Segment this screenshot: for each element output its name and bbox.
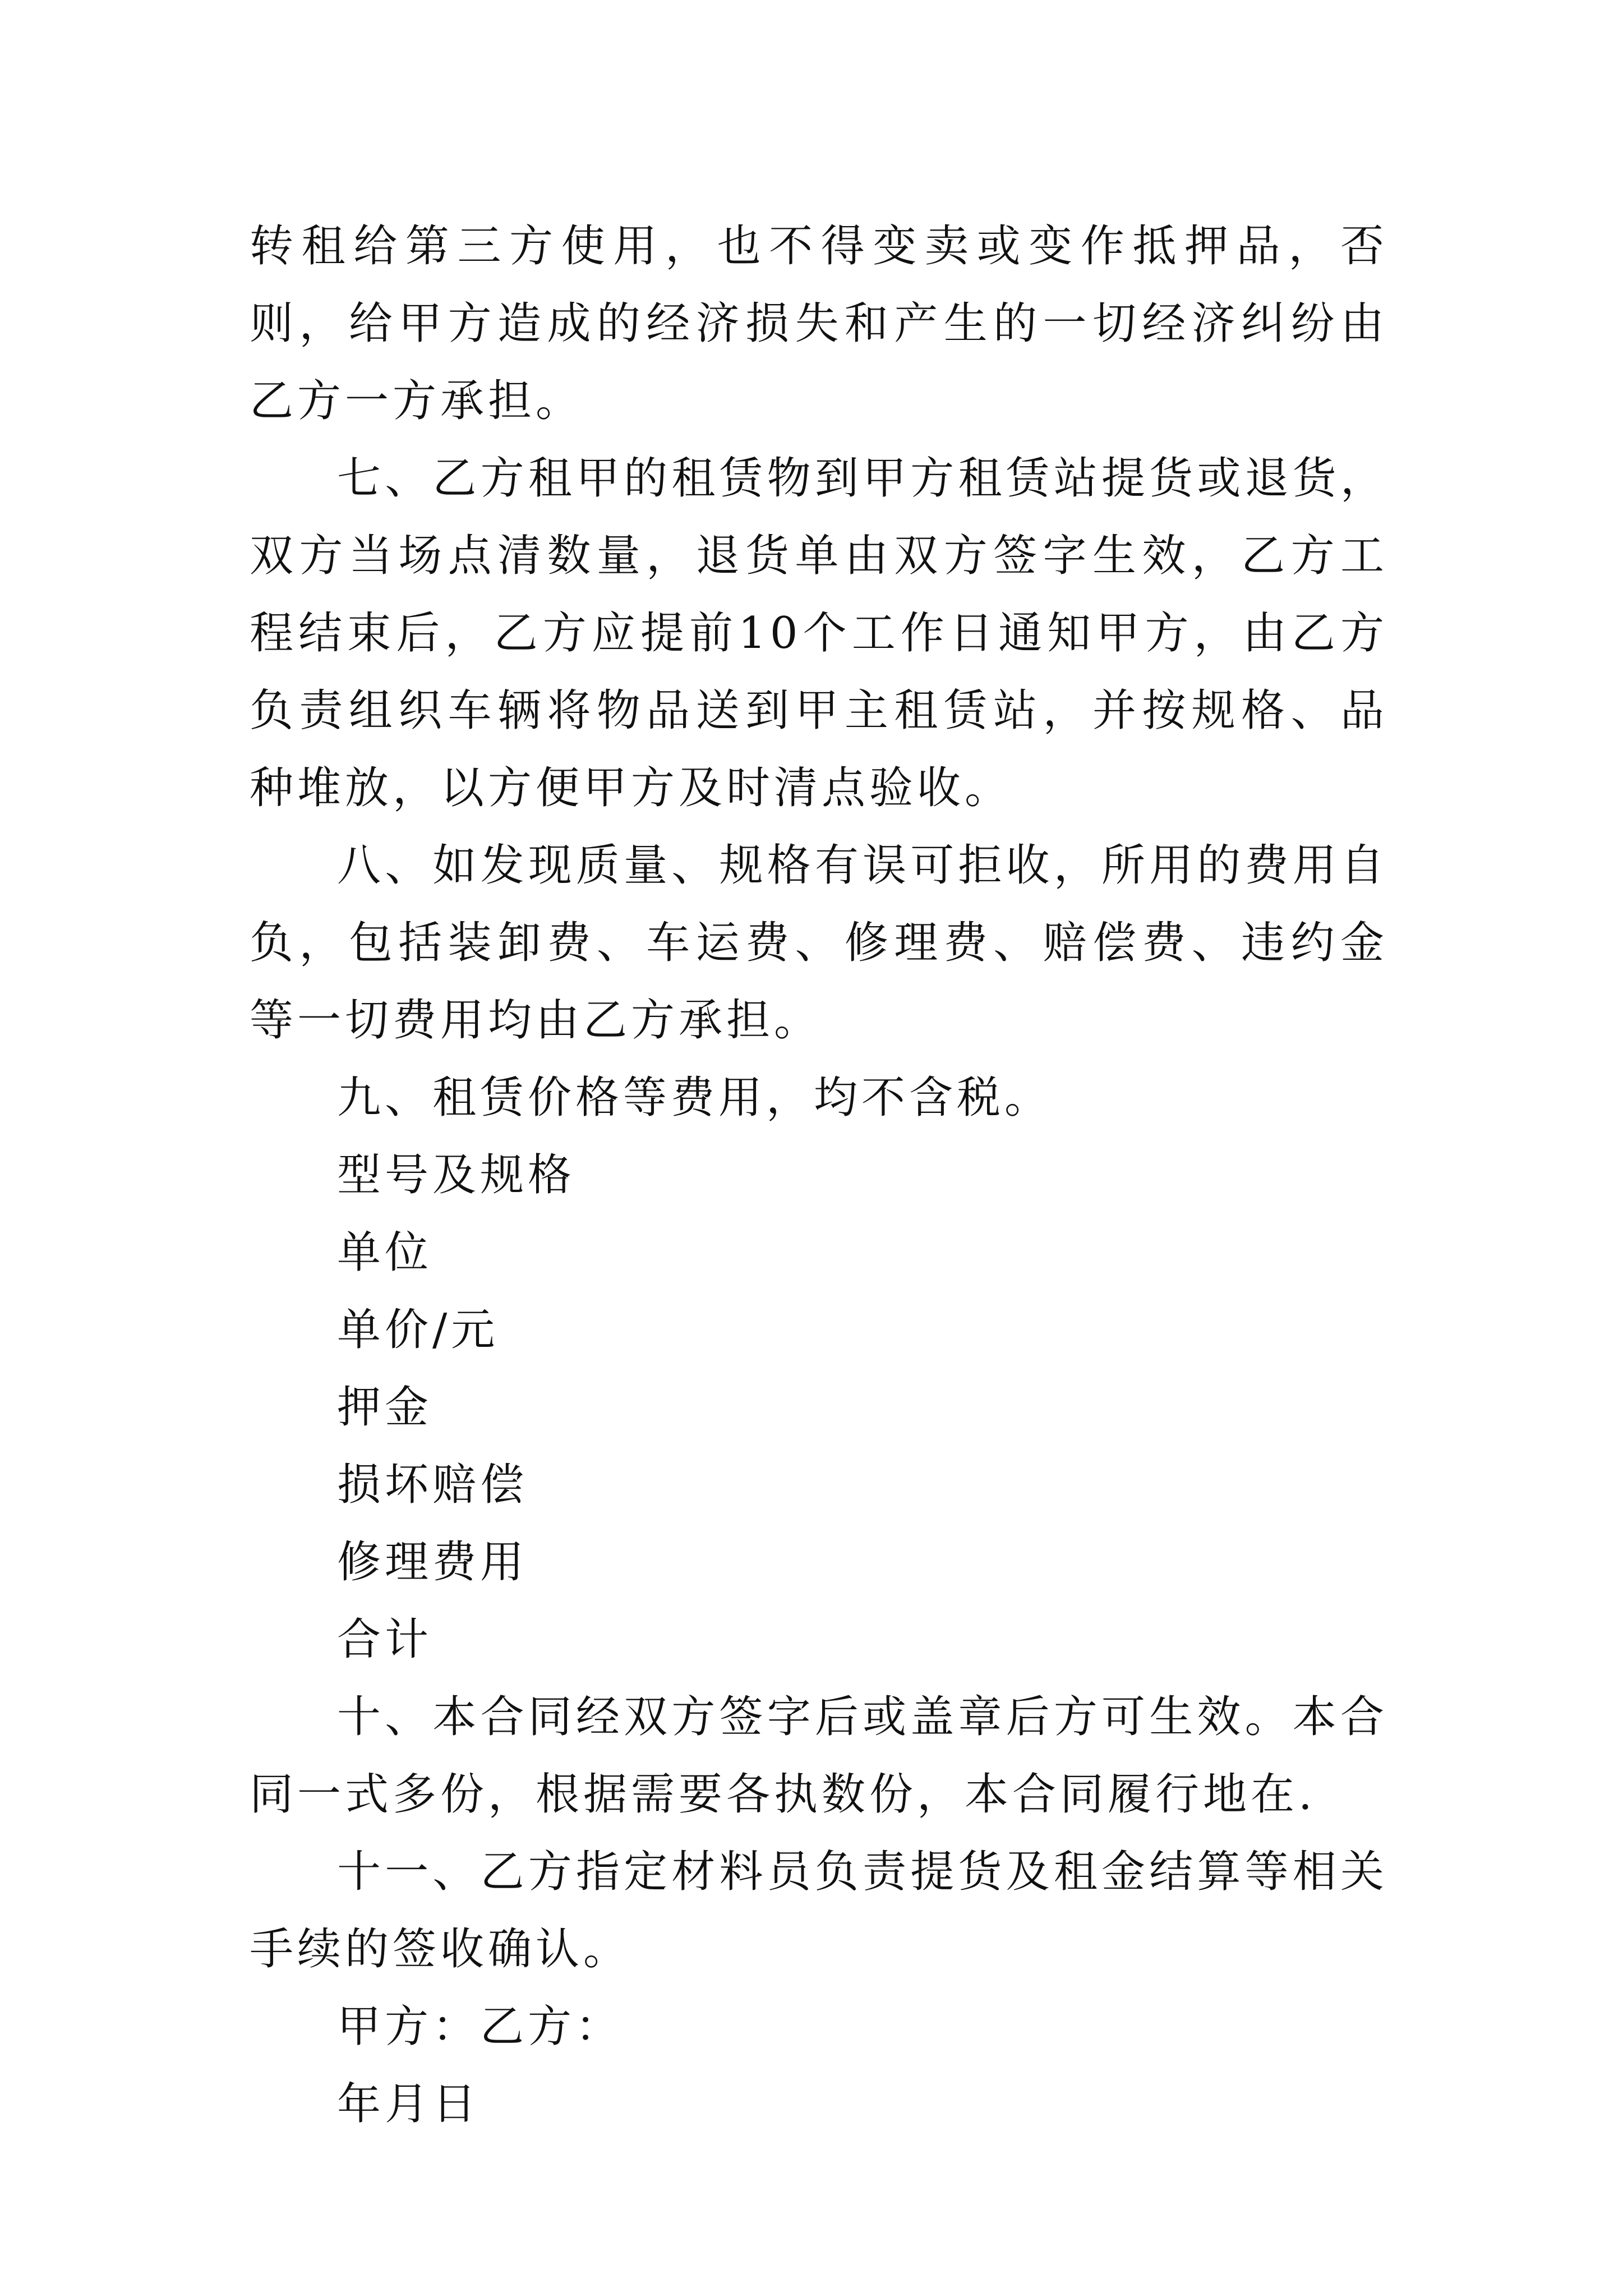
price-item-repair-cost: 修理费用 <box>337 1537 528 1588</box>
price-item-damage-compensation: 损坏赔偿 <box>337 1460 528 1510</box>
signature-parties: 甲方：乙方： <box>337 2001 624 2052</box>
clause-7: 七、乙方租甲的租赁物到甲方租赁站提货或退货，双方当场点清数量，退货单由双方签字生效，乙方工程结束后，乙方应提前10个工作日通知甲方，由乙方负责组织车辆将物品送到甲主租赁站，并按规格、品种堆放，以方便甲方及时清点验收。 <box>250 453 1388 813</box>
price-item-unit: 单位 <box>337 1227 433 1278</box>
clause-8: 八、如发现质量、规格有误可拒收，所用的费用自负，包括装卸费、车运费、修理费、赔偿费、违约金等一切费用均由乙方承担。 <box>250 840 1388 1046</box>
clause-6-continuation: 转租给第三方使用，也不得变卖或变作抵押品，否则，给甲方造成的经济损失和产生的一切经济纠纷由乙方一方承担。 <box>250 221 1388 426</box>
clause-11: 十一、乙方指定材料员负责提货及租金结算等相关手续的签收确认。 <box>250 1847 1388 1975</box>
price-item-deposit: 押金 <box>337 1382 433 1433</box>
document-body <box>250 208 1388 2143</box>
price-item-unit-price: 单价/元 <box>337 1305 499 1355</box>
clause-10: 十、本合同经双方签字后或盖章后方可生效。本合同一式多份，根据需要各执数份，本合同履行地在. <box>250 1692 1388 1820</box>
price-item-spec: 型号及规格 <box>337 1150 576 1200</box>
clause-9: 九、租赁价格等费用，均不含税。 <box>337 1073 1053 1123</box>
signature-date: 年月日 <box>337 2079 481 2129</box>
price-item-total: 合计 <box>337 1614 433 1665</box>
